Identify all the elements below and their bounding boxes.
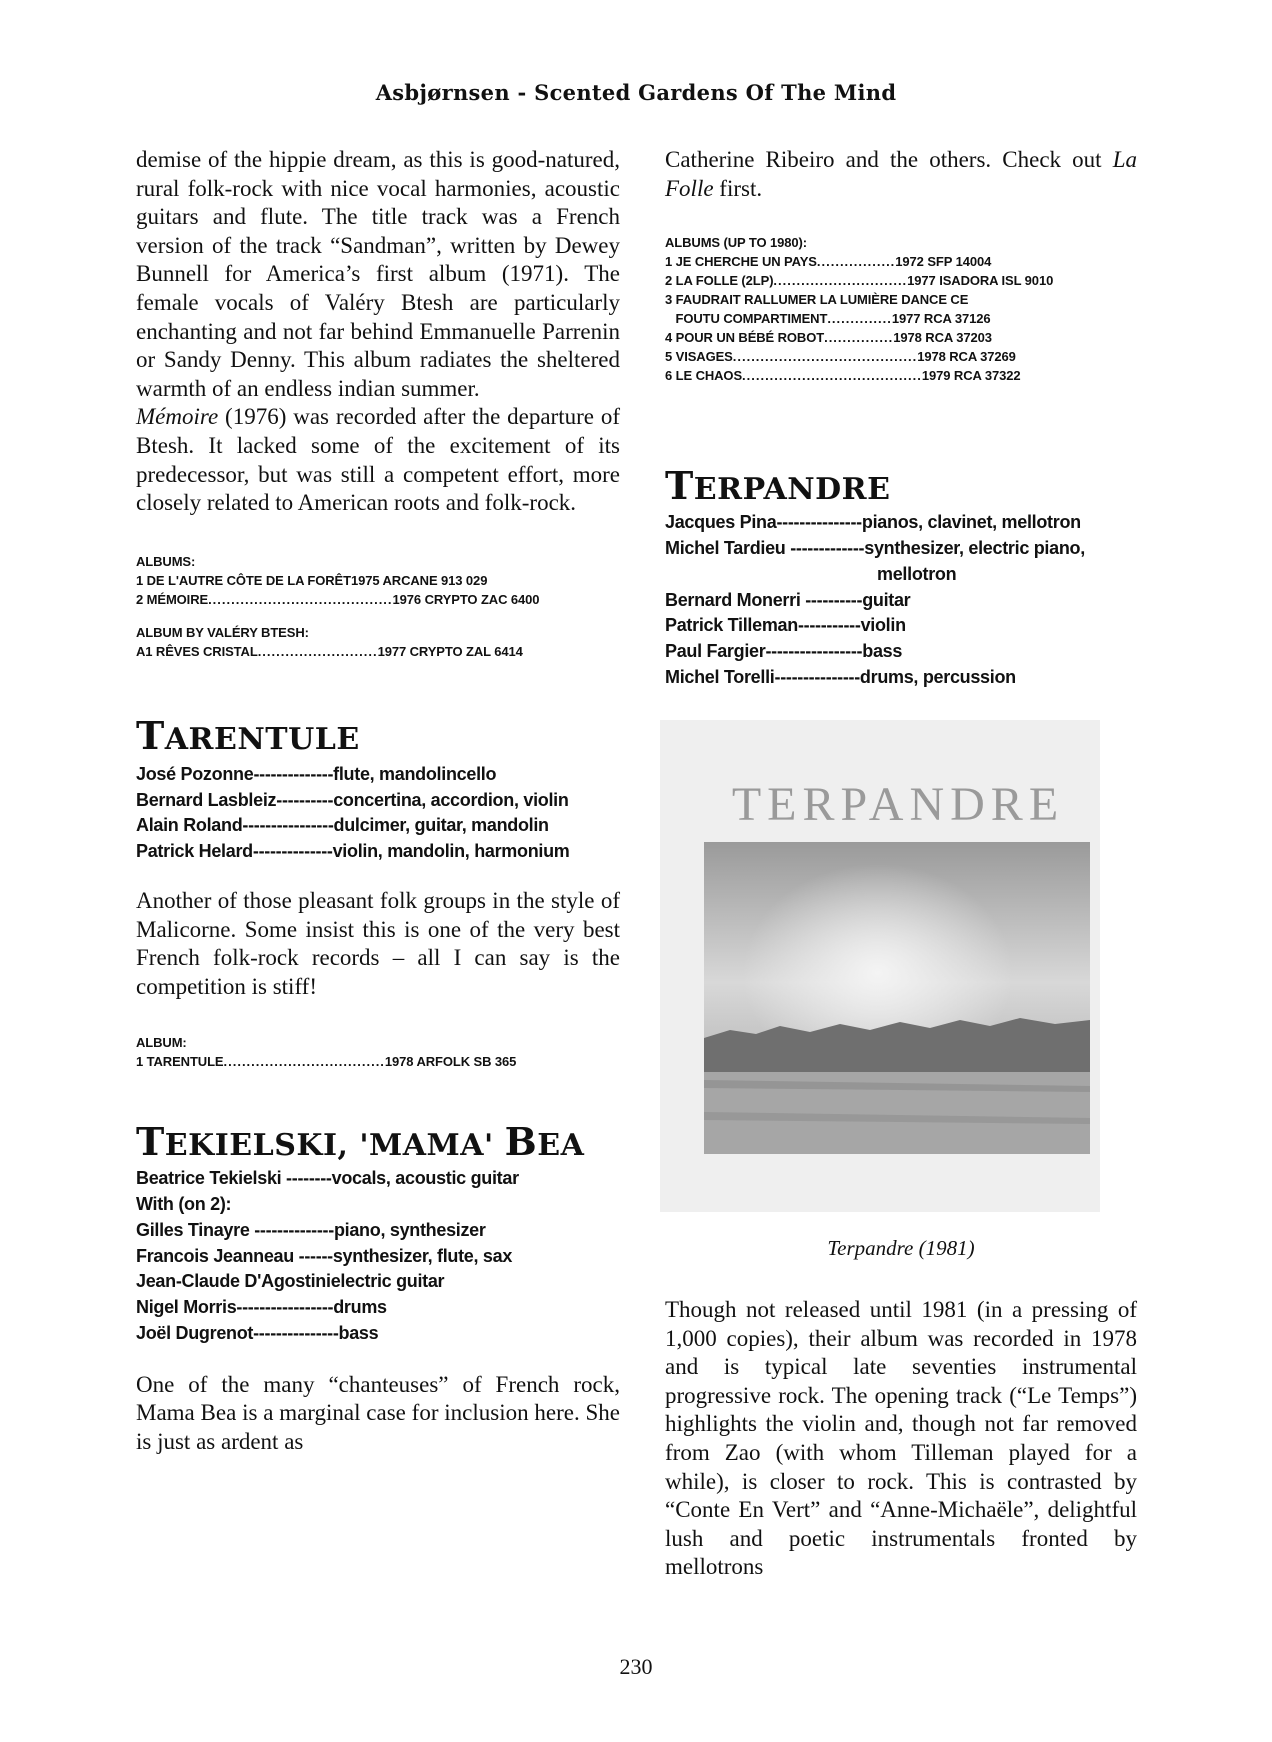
member-role: piano, synthesizer: [333, 1219, 486, 1240]
heading-rest: EKIELSKI, 'MAMA': [164, 1128, 505, 1164]
album-entry: [665, 347, 1137, 366]
heading-initial: T: [136, 712, 165, 758]
album-label: ALBUM:: [136, 1035, 187, 1051]
terpandre-lineup: [665, 510, 1137, 691]
leader-dashes: -------------: [785, 537, 865, 558]
leader-dashes: ---------------: [776, 512, 862, 533]
member-row: [136, 839, 620, 865]
member-name: Nigel Morris: [136, 1297, 237, 1318]
album-entry: [665, 366, 1137, 385]
album-cover-photo: [660, 720, 1100, 1212]
member-row: [665, 510, 1137, 536]
albums-label: ALBUMS (UP TO 1980):: [665, 235, 807, 251]
member-row: [136, 1192, 620, 1218]
album-catalog: 1975 ARCANE 913 029: [350, 572, 488, 588]
leader-dashes: --------: [281, 1168, 332, 1189]
member-role: pianos, clavinet, mellotron: [861, 512, 1081, 533]
member-role: violin: [860, 615, 906, 636]
album-catalog: 1978 RCA 37203: [893, 330, 992, 346]
leader-dots: ..........................: [257, 643, 378, 659]
member-row: [136, 1166, 620, 1192]
leader-dots: ...............: [824, 330, 894, 346]
member-name: Bernard Lasbleiz: [136, 789, 277, 810]
album-title: 2 MÉMOIRE: [136, 591, 209, 607]
album-title: FOUTU COMPARTIMENT: [665, 311, 828, 327]
album-entry: [136, 642, 620, 661]
member-name: Paul Fargier: [665, 641, 766, 662]
memoire-paragraph: [136, 403, 620, 517]
member-row: [136, 1269, 620, 1295]
leader-dots: ..............: [827, 311, 892, 327]
tarentule-lineup: [136, 762, 620, 865]
leader-dashes: --------------: [249, 1219, 334, 1240]
member-name: Patrick Helard: [136, 841, 253, 862]
leader-dashes: --------------: [253, 763, 334, 784]
leader-dots: ........................................: [208, 591, 393, 607]
heading-initial: B: [504, 1119, 538, 1165]
ribeiro-text-a: Catherine Ribeiro and the others. Check out: [665, 147, 1113, 172]
terpandre-heading: [665, 463, 1137, 508]
leader-dashes: ----------------: [242, 815, 334, 836]
btesh-label: ALBUM BY VALÉRY BTESH:: [136, 624, 309, 640]
cover-caption: Terpandre (1981): [827, 1236, 975, 1260]
memoire-text: (1976) was recorded after the departure of Btesh. It lacked some of the excitement of its predecessor, but was still a competent effort, more closely related to American roots and folk-rock.: [136, 404, 620, 516]
member-name: With (on 2):: [136, 1194, 232, 1215]
album-entry: [136, 1052, 620, 1071]
member-row: [136, 788, 620, 814]
member-role: bass: [338, 1323, 379, 1344]
member-name: Michel Torelli: [665, 666, 775, 687]
member-row: [136, 1295, 620, 1321]
page-number: 230: [619, 1654, 653, 1679]
member-name: Bernard Monerri: [665, 589, 801, 610]
album-catalog: 1979 RCA 37322: [921, 368, 1021, 384]
album-title: 4 POUR UN BÉBÉ ROBOT: [665, 330, 825, 346]
leader-dashes: ----------: [276, 789, 334, 810]
leader-dots: .................: [816, 254, 896, 270]
member-role: electric guitar: [330, 1271, 445, 1292]
tarentule-text: Another of those pleasant folk groups in the style of Malicorne. Some insist this is one of the very best French folk-rock records – all I can say is the competition is stiff!: [136, 887, 620, 999]
tekielski-lineup: [136, 1166, 620, 1347]
leader-dashes: ------: [293, 1245, 333, 1266]
album-catalog: 1977 CRYPTO ZAL 6414: [377, 643, 523, 659]
member-row: [665, 536, 1137, 562]
album-title: 5 VISAGES: [665, 349, 733, 365]
running-header: Asbjørnsen - Scented Gardens Of The Mind: [375, 80, 897, 105]
album-title: 2 LA FOLLE (2LP): [665, 273, 774, 289]
member-role: synthesizer, electric piano,: [864, 537, 1085, 558]
member-role: guitar: [862, 589, 911, 610]
album-catalog: 1977 ISADORA ISL 9010: [907, 273, 1054, 289]
heading-rest: ARENTULE: [164, 721, 360, 757]
album-title: 1 DE L'AUTRE CÔTE DE LA FORÊT: [136, 572, 351, 588]
cover-band-name: TERPANDRE: [731, 778, 1065, 831]
member-row: [665, 639, 1137, 665]
member-row: [665, 665, 1137, 691]
member-role: drums, percussion: [859, 666, 1016, 687]
album-catalog: 1972 SFP 14004: [895, 254, 992, 270]
cover-artwork: [660, 720, 1100, 1212]
terpandre-text: Though not released until 1981 (in a pressing of 1,000 copies), their album was recorded in 1978 and is typical late seventies instrumental progressive rock. The opening track (“Le Temps”) highlights the violin and, though not far removed from Zao (with whom Tilleman played for a while), is closer to rock. This is contrasted by “Conte En Vert” and “Anne-Michaële”, delightful lush and poetic instrumentals fronted by mellotrons: [665, 1297, 1137, 1580]
album-entry: [665, 252, 1137, 271]
leader-dots: .......................................: [742, 368, 922, 384]
member-name: Patrick Tilleman: [665, 615, 798, 636]
memoire-title: Mémoire: [136, 404, 219, 430]
leader-dashes: ---------------: [253, 1323, 339, 1344]
member-row: [665, 613, 1137, 639]
leader-dots: ...................................: [223, 1054, 385, 1070]
heading-initial: T: [665, 463, 694, 509]
album-entry: [665, 271, 1137, 290]
member-name: Michel Tardieu: [665, 537, 786, 558]
member-role: concertina, accordion, violin: [333, 789, 569, 810]
tekielski-heading: [136, 1119, 620, 1164]
member-name: Alain Roland: [136, 815, 243, 836]
ribeiro-album-title: La Folle: [665, 147, 1137, 201]
member-row: [665, 588, 1137, 614]
album-title: 1 TARENTULE: [136, 1054, 224, 1070]
member-role: drums: [333, 1297, 387, 1318]
member-role: vocals, acoustic guitar: [331, 1168, 519, 1189]
member-name: Jean-Claude D'Agostini: [136, 1271, 331, 1292]
intro-text: demise of the hippie dream, as this is good-natured, rural folk-rock with nice vocal harmonies, acoustic guitars and flute. The title track was a French version of the track “Sandman”, written by Dewey Bunnell for America’s first album (1971). The female vocals of Valéry Btesh are particularly enchanting and not far behind Emmanuelle Parrenin or Sandy Denny. This album radiates the sheltered warmth of an endless indian summer.: [136, 147, 620, 401]
member-row: [136, 762, 620, 788]
leader-dashes: --------------: [252, 841, 333, 862]
leader-dashes: -----------------: [236, 1297, 334, 1318]
leader-dots: ........................................: [732, 349, 918, 365]
member-name: Gilles Tinayre: [136, 1219, 250, 1240]
member-name: Joël Dugrenot: [136, 1323, 254, 1344]
ribeiro-text-b: first.: [713, 175, 763, 201]
member-row: [136, 1321, 620, 1347]
album-catalog: 1977 RCA 37126: [891, 311, 991, 327]
heading-rest: ERPANDRE: [693, 472, 891, 508]
member-name: Jacques Pina: [665, 512, 777, 533]
member-role: dulcimer, guitar, mandolin: [333, 815, 549, 836]
tarentule-heading: [136, 713, 620, 758]
member-row: [136, 1244, 620, 1270]
member-row: [665, 562, 1137, 588]
album-title: A1 RÊVES CRISTAL: [136, 643, 258, 659]
member-role: synthesizer, flute, sax: [332, 1245, 513, 1266]
intro-paragraph: [136, 146, 620, 518]
album-title: 6 LE CHAOS: [665, 368, 743, 384]
member-role: violin, mandolin, harmonium: [332, 841, 570, 862]
ribeiro-discography: [665, 233, 1137, 385]
leader-dashes: ----------: [800, 589, 863, 610]
album-catalog: 1976 CRYPTO ZAC 6400: [392, 591, 540, 607]
ribeiro-text: [665, 146, 1137, 203]
member-row: [136, 813, 620, 839]
heading-initial: T: [136, 1119, 165, 1165]
tekielski-text: One of the many “chanteuses” of French rock, Mama Bea is a marginal case for inclusion here. She is just as ardent as: [136, 1371, 620, 1455]
member-name: Beatrice Tekielski: [136, 1168, 282, 1189]
member-row: [136, 1218, 620, 1244]
leader-dashes: ---------------: [774, 666, 860, 687]
album-catalog: 1978 ARFOLK SB 365: [384, 1054, 517, 1070]
heading-rest: EA: [537, 1128, 585, 1164]
left-column: [136, 146, 620, 1457]
tarentule-discography: [136, 1033, 620, 1071]
discography-block: [136, 552, 620, 661]
album-catalog: 1978 RCA 37269: [917, 349, 1016, 365]
member-role: flute, mandolincello: [333, 763, 497, 784]
album-title: 1 JE CHERCHE UN PAYS: [665, 254, 817, 270]
member-name: Francois Jeanneau: [136, 1245, 294, 1266]
album-title: 3 FAUDRAIT RALLUMER LA LUMIÈRE DANCE CE: [665, 292, 969, 308]
album-entry: [665, 328, 1137, 347]
albums-label: ALBUMS:: [136, 553, 196, 569]
member-role: bass: [862, 641, 903, 662]
album-entry: [136, 590, 620, 609]
leader-dashes: -----------: [797, 615, 861, 636]
right-column: [665, 146, 1137, 691]
member-role: mellotron: [877, 563, 957, 584]
leader-dots: .............................: [773, 273, 908, 289]
member-name: José Pozonne: [136, 763, 254, 784]
album-entry: [665, 309, 1137, 328]
leader-dashes: -----------------: [765, 641, 863, 662]
album-entry: [665, 290, 1137, 309]
album-entry: [136, 571, 620, 590]
